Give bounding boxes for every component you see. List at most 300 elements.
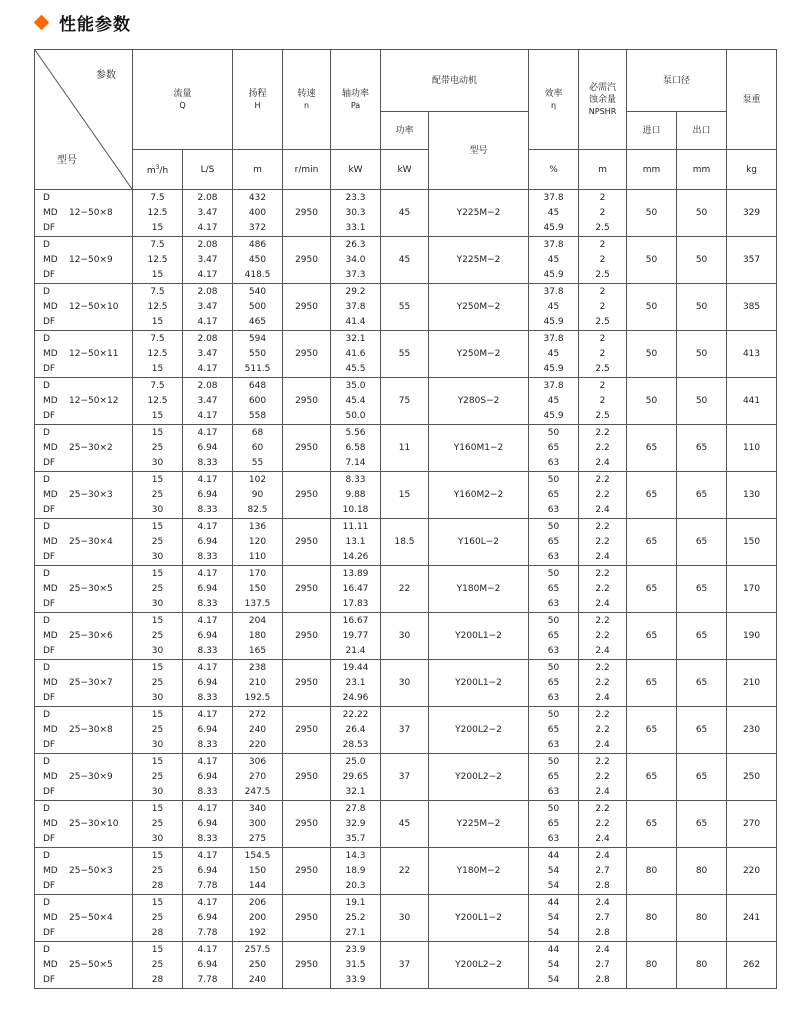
- speed-cell: 2950: [283, 519, 331, 566]
- cell-value: 45: [547, 254, 560, 265]
- cell-value: 25.0: [345, 756, 366, 767]
- cell-value: 136: [248, 521, 267, 532]
- variant-d: D: [43, 522, 50, 532]
- variant-df: DF: [43, 928, 56, 938]
- model-cell: [35, 707, 133, 754]
- section-title: [36, 10, 131, 34]
- inlet-cell: 65: [627, 519, 677, 566]
- outlet-cell: 65: [677, 707, 727, 754]
- head-cell: [233, 895, 283, 942]
- table-row: [35, 801, 777, 848]
- flow-m3h-cell: [133, 425, 183, 472]
- shaft-power-cell: [331, 660, 381, 707]
- cell-value: 465: [248, 316, 267, 327]
- header-outlet: 出口: [677, 112, 727, 150]
- variant-d: D: [43, 428, 50, 438]
- cell-value: 29.2: [345, 286, 366, 297]
- cell-value: 15: [151, 756, 164, 767]
- cell-value: 37.8: [543, 380, 564, 391]
- model-name: 25−30×8: [69, 725, 113, 735]
- cell-value: 37.8: [543, 333, 564, 344]
- outlet-cell: 50: [677, 378, 727, 425]
- cell-value: 180: [248, 630, 267, 641]
- outlet-cell: 65: [677, 660, 727, 707]
- flow-m3h-cell: [133, 942, 183, 989]
- cell-value: 2.7: [595, 912, 610, 923]
- inlet-cell: 65: [627, 801, 677, 848]
- cell-value: 2.08: [197, 239, 218, 250]
- flow-m3h-cell: [133, 378, 183, 425]
- cell-value: 15: [151, 803, 164, 814]
- inlet-cell: 65: [627, 472, 677, 519]
- cell-value: 30: [151, 645, 164, 656]
- cell-value: 25: [151, 489, 164, 500]
- cell-value: 12.5: [147, 301, 168, 312]
- inlet-cell: 65: [627, 660, 677, 707]
- cell-value: 4.17: [197, 803, 218, 814]
- outlet-cell: 80: [677, 848, 727, 895]
- variant-md: MD: [43, 772, 58, 782]
- variant-df: DF: [43, 411, 56, 421]
- cell-value: 30: [151, 692, 164, 703]
- efficiency-cell: [529, 848, 579, 895]
- cell-value: 2.2: [595, 662, 610, 673]
- model-name: 25−30×7: [69, 678, 113, 688]
- section-title-text: 性能参数: [59, 14, 131, 35]
- cell-value: 2.2: [595, 583, 610, 594]
- cell-value: 4.17: [197, 222, 218, 233]
- shaft-power-cell: [331, 284, 381, 331]
- cell-value: 31.5: [345, 959, 366, 970]
- performance-table: [34, 49, 777, 989]
- cell-value: 15: [151, 222, 164, 233]
- model-cell: [35, 378, 133, 425]
- motor-model-cell: Y160M1−2: [429, 425, 529, 472]
- shaft-power-cell: [331, 566, 381, 613]
- efficiency-cell: [529, 425, 579, 472]
- inlet-cell: 65: [627, 566, 677, 613]
- cell-value: 102: [248, 474, 267, 485]
- outlet-cell: 50: [677, 284, 727, 331]
- motor-power-cell: 37: [381, 707, 429, 754]
- cell-value: 45.9: [543, 410, 564, 421]
- cell-value: 4.17: [197, 269, 218, 280]
- orange-diamond-icon: [34, 14, 50, 30]
- efficiency-cell: [529, 613, 579, 660]
- efficiency-cell: [529, 378, 579, 425]
- header-efficiency: 效率 η: [529, 50, 579, 150]
- cell-value: 50.0: [345, 410, 366, 421]
- cell-value: 257.5: [244, 944, 271, 955]
- inlet-cell: 65: [627, 425, 677, 472]
- cell-value: 33.1: [345, 222, 366, 233]
- weight-cell: 441: [727, 378, 777, 425]
- cell-value: 45.9: [543, 222, 564, 233]
- speed-cell: 2950: [283, 472, 331, 519]
- cell-value: 154.5: [244, 850, 271, 861]
- cell-value: 2.2: [595, 474, 610, 485]
- cell-value: 8.33: [197, 457, 218, 468]
- shaft-power-cell: [331, 801, 381, 848]
- weight-cell: 190: [727, 613, 777, 660]
- cell-value: 2.4: [595, 692, 610, 703]
- cell-value: 41.4: [345, 316, 366, 327]
- cell-value: 14.26: [342, 551, 369, 562]
- variant-d: D: [43, 240, 50, 250]
- cell-value: 32.1: [345, 786, 366, 797]
- variant-df: DF: [43, 317, 56, 327]
- variant-df: DF: [43, 599, 56, 609]
- outlet-cell: 65: [677, 613, 727, 660]
- cell-value: 6.94: [197, 959, 218, 970]
- variant-d: D: [43, 663, 50, 673]
- npshr-cell: [579, 754, 627, 801]
- cell-value: 12.5: [147, 348, 168, 359]
- table-row: [35, 519, 777, 566]
- model-name: 25−30×2: [69, 443, 113, 453]
- cell-value: 2.2: [595, 724, 610, 735]
- efficiency-cell: [529, 660, 579, 707]
- cell-value: 25: [151, 912, 164, 923]
- shaft-power-cell: [331, 425, 381, 472]
- motor-model-cell: Y200L1−2: [429, 613, 529, 660]
- variant-md: MD: [43, 960, 58, 970]
- motor-power-cell: 55: [381, 284, 429, 331]
- model-name: 25−50×3: [69, 866, 113, 876]
- cell-value: 418.5: [244, 269, 271, 280]
- cell-value: 7.5: [150, 192, 165, 203]
- table-row: [35, 895, 777, 942]
- unit-flow-m3h: $m^3/h$: [133, 150, 183, 190]
- motor-power-cell: 45: [381, 190, 429, 237]
- flow-m3h-cell: [133, 566, 183, 613]
- head-cell: [233, 566, 283, 613]
- cell-value: 63: [547, 692, 560, 703]
- motor-model-cell: Y200L2−2: [429, 707, 529, 754]
- cell-value: 63: [547, 739, 560, 750]
- cell-value: 6.94: [197, 677, 218, 688]
- motor-power-cell: 22: [381, 848, 429, 895]
- shaft-power-cell: [331, 237, 381, 284]
- table-row: [35, 613, 777, 660]
- cell-value: 2.4: [595, 598, 610, 609]
- cell-value: 2.2: [595, 442, 610, 453]
- cell-value: 65: [547, 818, 560, 829]
- cell-value: 4.17: [197, 474, 218, 485]
- speed-cell: 2950: [283, 237, 331, 284]
- cell-value: 35.0: [345, 380, 366, 391]
- variant-md: MD: [43, 537, 58, 547]
- cell-value: 45.4: [345, 395, 366, 406]
- cell-value: 210: [248, 677, 267, 688]
- head-cell: [233, 942, 283, 989]
- flow-ls-cell: [183, 754, 233, 801]
- cell-value: 206: [248, 897, 267, 908]
- cell-value: 63: [547, 645, 560, 656]
- motor-power-cell: 37: [381, 942, 429, 989]
- cell-value: 8.33: [197, 598, 218, 609]
- cell-value: 63: [547, 551, 560, 562]
- cell-value: 4.17: [197, 615, 218, 626]
- cell-value: 165: [248, 645, 267, 656]
- cell-value: 15: [151, 474, 164, 485]
- variant-d: D: [43, 193, 50, 203]
- cell-value: 65: [547, 536, 560, 547]
- cell-value: 372: [248, 222, 267, 233]
- unit-head: m: [233, 150, 283, 190]
- table-row: [35, 331, 777, 378]
- cell-value: 15: [151, 662, 164, 673]
- cell-value: 25: [151, 724, 164, 735]
- variant-df: DF: [43, 646, 56, 656]
- cell-value: 2: [599, 207, 606, 218]
- cell-value: 15: [151, 615, 164, 626]
- cell-value: 37.8: [543, 239, 564, 250]
- header-param: 参数: [96, 70, 116, 81]
- outlet-cell: 50: [677, 331, 727, 378]
- cell-value: 270: [248, 771, 267, 782]
- cell-value: 150: [248, 583, 267, 594]
- cell-value: 238: [248, 662, 267, 673]
- cell-value: 25: [151, 536, 164, 547]
- cell-value: 2: [599, 192, 606, 203]
- npshr-cell: [579, 707, 627, 754]
- header-motor-power: 功率: [381, 112, 429, 150]
- variant-d: D: [43, 757, 50, 767]
- cell-value: 7.78: [197, 927, 218, 938]
- model-cell: [35, 895, 133, 942]
- cell-value: 8.33: [197, 739, 218, 750]
- head-cell: [233, 519, 283, 566]
- motor-model-cell: Y200L1−2: [429, 895, 529, 942]
- cell-value: 30: [151, 833, 164, 844]
- cell-value: 24.96: [342, 692, 369, 703]
- table-row: [35, 425, 777, 472]
- cell-value: 2.2: [595, 756, 610, 767]
- cell-value: 204: [248, 615, 267, 626]
- cell-value: 120: [248, 536, 267, 547]
- variant-md: MD: [43, 302, 58, 312]
- variant-md: MD: [43, 866, 58, 876]
- cell-value: 63: [547, 598, 560, 609]
- cell-value: 2.08: [197, 286, 218, 297]
- cell-value: 65: [547, 442, 560, 453]
- variant-df: DF: [43, 740, 56, 750]
- variant-d: D: [43, 475, 50, 485]
- variant-df: DF: [43, 270, 56, 280]
- model-name: 12−50×10: [69, 302, 119, 312]
- cell-value: 3.47: [197, 395, 218, 406]
- flow-ls-cell: [183, 284, 233, 331]
- motor-power-cell: 11: [381, 425, 429, 472]
- cell-value: 7.14: [345, 457, 366, 468]
- motor-power-cell: 75: [381, 378, 429, 425]
- flow-ls-cell: [183, 519, 233, 566]
- table-row: [35, 190, 777, 237]
- table-row: [35, 707, 777, 754]
- unit-outlet: mm: [677, 150, 727, 190]
- cell-value: 4.17: [197, 662, 218, 673]
- inlet-cell: 80: [627, 895, 677, 942]
- cell-value: 15: [151, 944, 164, 955]
- efficiency-cell: [529, 472, 579, 519]
- flow-ls-cell: [183, 613, 233, 660]
- cell-value: 8.33: [197, 504, 218, 515]
- cell-value: 37.8: [543, 286, 564, 297]
- cell-value: 2.2: [595, 568, 610, 579]
- flow-m3h-cell: [133, 190, 183, 237]
- npshr-cell: [579, 425, 627, 472]
- cell-value: 65: [547, 489, 560, 500]
- unit-power: kW: [331, 150, 381, 190]
- speed-cell: 2950: [283, 942, 331, 989]
- cell-value: 600: [248, 395, 267, 406]
- table-row: [35, 942, 777, 989]
- cell-value: 6.58: [345, 442, 366, 453]
- cell-value: 34.0: [345, 254, 366, 265]
- cell-value: 9.88: [345, 489, 366, 500]
- inlet-cell: 50: [627, 237, 677, 284]
- cell-value: 12.5: [147, 395, 168, 406]
- shaft-power-cell: [331, 331, 381, 378]
- cell-value: 44: [547, 850, 560, 861]
- cell-value: 200: [248, 912, 267, 923]
- cell-value: 37.8: [543, 192, 564, 203]
- cell-value: 44: [547, 897, 560, 908]
- flow-ls-cell: [183, 331, 233, 378]
- weight-cell: 230: [727, 707, 777, 754]
- inlet-cell: 50: [627, 331, 677, 378]
- cell-value: 65: [547, 771, 560, 782]
- cell-value: 8.33: [197, 551, 218, 562]
- cell-value: 8.33: [197, 833, 218, 844]
- speed-cell: 2950: [283, 801, 331, 848]
- cell-value: 45: [547, 348, 560, 359]
- speed-cell: 2950: [283, 848, 331, 895]
- cell-value: 50: [547, 521, 560, 532]
- cell-value: 30: [151, 786, 164, 797]
- motor-power-cell: 30: [381, 660, 429, 707]
- header-weight: 泵重: [727, 50, 777, 150]
- motor-power-cell: 30: [381, 895, 429, 942]
- variant-df: DF: [43, 505, 56, 515]
- cell-value: 35.7: [345, 833, 366, 844]
- unit-npshr: m: [579, 150, 627, 190]
- motor-model-cell: Y280S−2: [429, 378, 529, 425]
- cell-value: 30: [151, 598, 164, 609]
- variant-md: MD: [43, 678, 58, 688]
- cell-value: 240: [248, 974, 267, 985]
- cell-value: 2.5: [595, 363, 610, 374]
- cell-value: 2: [599, 395, 606, 406]
- cell-value: 15: [151, 897, 164, 908]
- npshr-cell: [579, 942, 627, 989]
- cell-value: 8.33: [197, 786, 218, 797]
- variant-df: DF: [43, 787, 56, 797]
- model-name: 25−50×4: [69, 913, 113, 923]
- cell-value: 45.5: [345, 363, 366, 374]
- cell-value: 41.6: [345, 348, 366, 359]
- cell-value: 2.2: [595, 521, 610, 532]
- motor-power-cell: 37: [381, 754, 429, 801]
- cell-value: 3.47: [197, 301, 218, 312]
- cell-value: 2.8: [595, 927, 610, 938]
- cell-value: 15: [151, 568, 164, 579]
- cell-value: 30: [151, 551, 164, 562]
- variant-md: MD: [43, 443, 58, 453]
- cell-value: 400: [248, 207, 267, 218]
- outlet-cell: 50: [677, 190, 727, 237]
- cell-value: 2: [599, 239, 606, 250]
- model-cell: [35, 660, 133, 707]
- cell-value: 23.3: [345, 192, 366, 203]
- model-name: 25−30×4: [69, 537, 113, 547]
- cell-value: 4.17: [197, 944, 218, 955]
- cell-value: 2.4: [595, 786, 610, 797]
- cell-value: 25: [151, 818, 164, 829]
- shaft-power-cell: [331, 754, 381, 801]
- variant-d: D: [43, 804, 50, 814]
- cell-value: 450: [248, 254, 267, 265]
- cell-value: 32.1: [345, 333, 366, 344]
- weight-cell: 110: [727, 425, 777, 472]
- weight-cell: 210: [727, 660, 777, 707]
- flow-m3h-cell: [133, 660, 183, 707]
- flow-m3h-cell: [133, 284, 183, 331]
- outlet-cell: 80: [677, 895, 727, 942]
- outlet-cell: 65: [677, 519, 727, 566]
- cell-value: 432: [248, 192, 267, 203]
- cell-value: 3.47: [197, 254, 218, 265]
- variant-d: D: [43, 569, 50, 579]
- cell-value: 2.4: [595, 944, 610, 955]
- model-cell: [35, 237, 133, 284]
- flow-m3h-cell: [133, 472, 183, 519]
- cell-value: 28.53: [342, 739, 369, 750]
- head-cell: [233, 331, 283, 378]
- cell-value: 5.56: [345, 427, 366, 438]
- head-cell: [233, 472, 283, 519]
- outlet-cell: 50: [677, 237, 727, 284]
- cell-value: 15: [151, 521, 164, 532]
- motor-model-cell: Y200L2−2: [429, 754, 529, 801]
- cell-value: 2.5: [595, 222, 610, 233]
- head-cell: [233, 425, 283, 472]
- efficiency-cell: [529, 190, 579, 237]
- table-row: [35, 754, 777, 801]
- flow-ls-cell: [183, 895, 233, 942]
- cell-value: 50: [547, 427, 560, 438]
- variant-d: D: [43, 616, 50, 626]
- weight-cell: 130: [727, 472, 777, 519]
- cell-value: 18.9: [345, 865, 366, 876]
- flow-m3h-cell: [133, 801, 183, 848]
- motor-power-cell: 18.5: [381, 519, 429, 566]
- variant-md: MD: [43, 396, 58, 406]
- flow-m3h-cell: [133, 707, 183, 754]
- cell-value: 45.9: [543, 363, 564, 374]
- cell-value: 37.8: [345, 301, 366, 312]
- cell-value: 275: [248, 833, 267, 844]
- variant-d: D: [43, 710, 50, 720]
- npshr-cell: [579, 284, 627, 331]
- cell-value: 15: [151, 709, 164, 720]
- cell-value: 511.5: [244, 363, 271, 374]
- motor-power-cell: 30: [381, 613, 429, 660]
- cell-value: 30: [151, 739, 164, 750]
- cell-value: 2: [599, 348, 606, 359]
- head-cell: [233, 801, 283, 848]
